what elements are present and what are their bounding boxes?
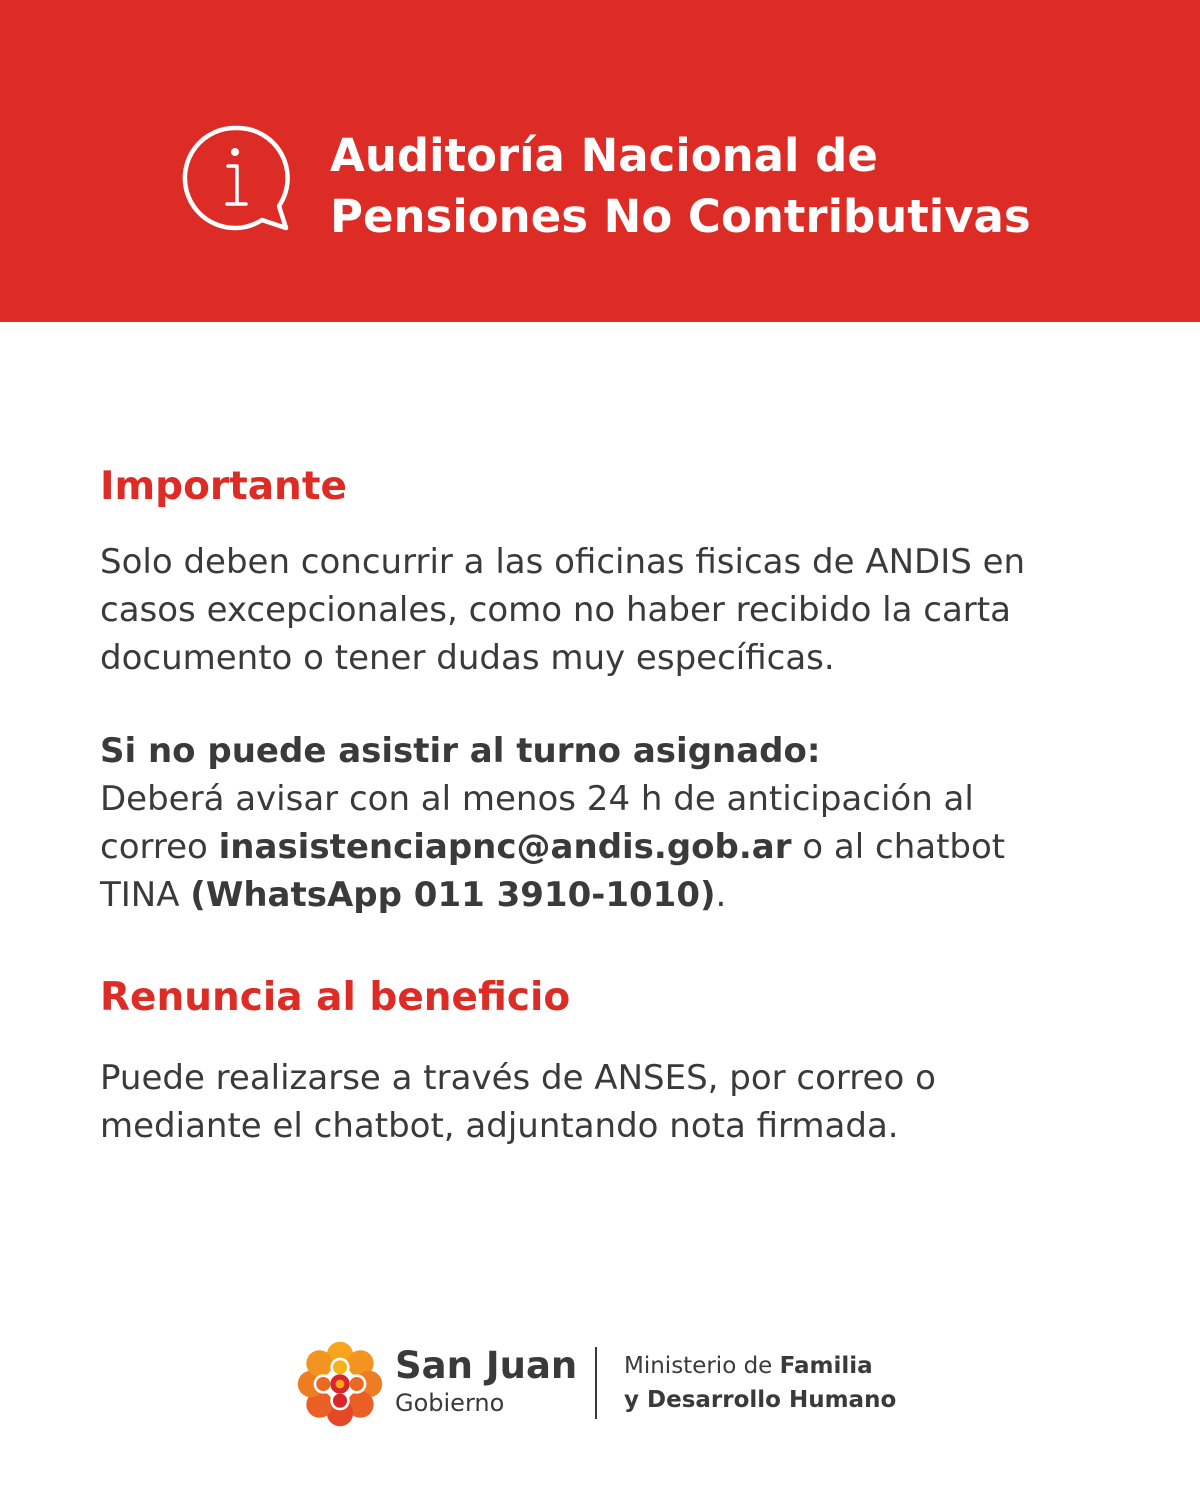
absence-line-3 <box>100 871 1120 919</box>
absence-line-3-suffix: . <box>715 875 727 915</box>
absence-line-3-prefix: TINA <box>100 875 191 915</box>
email-address: inasistenciapnc@andis.gob.ar <box>218 827 792 867</box>
absence-line-2-suffix: o al chatbot <box>791 827 1006 867</box>
absence-heading: Si no puede asistir al turno asignado: <box>100 731 821 771</box>
important-heading: Importante <box>100 464 347 509</box>
ministry-name <box>624 1349 896 1417</box>
san-juan-sun-flower-logo <box>296 1340 384 1428</box>
title-line-2: Pensiones No Contributivas <box>330 190 1031 243</box>
whatsapp-number: (WhatsApp 011 3910-1010) <box>190 875 716 915</box>
important-line-1: Solo deben concurrir a las oficinas fisicas de ANDIS en <box>100 542 1026 582</box>
ministry-bold: Familia <box>779 1353 873 1379</box>
renuncia-line-2: mediante el chatbot, adjuntando nota firmada. <box>100 1106 899 1146</box>
absence-paragraph <box>100 727 1120 919</box>
renuncia-line-1: Puede realizarse a través de ANSES, por correo o <box>100 1058 936 1098</box>
absence-line-1: Deberá avisar con al menos 24 h de anticipación al <box>100 779 974 819</box>
title-line-1: Auditoría Nacional de <box>330 129 878 182</box>
footer-divider <box>595 1347 597 1419</box>
ministry-line-2: y Desarrollo Humano <box>624 1387 897 1413</box>
info-speech-bubble-icon <box>180 122 292 232</box>
renuncia-paragraph <box>100 1054 1120 1150</box>
important-paragraph <box>100 538 1120 682</box>
brand-subtitle: Gobierno <box>395 1389 505 1417</box>
page-title <box>330 125 1150 247</box>
important-line-2: casos excepcionales, como no haber recibido la carta <box>100 590 1011 630</box>
absence-line-2 <box>100 823 1120 871</box>
header-banner <box>0 0 1200 322</box>
important-line-3: documento o tener dudas muy específicas. <box>100 638 835 678</box>
absence-line-2-prefix: correo <box>100 827 219 867</box>
footer-branding <box>296 1335 916 1445</box>
main-content <box>100 462 1120 1150</box>
ministry-prefix: Ministerio de <box>624 1353 780 1379</box>
renuncia-heading: Renuncia al beneficio <box>100 975 571 1020</box>
ministry-line-1 <box>624 1349 896 1383</box>
brand-name: San Juan <box>395 1344 578 1387</box>
